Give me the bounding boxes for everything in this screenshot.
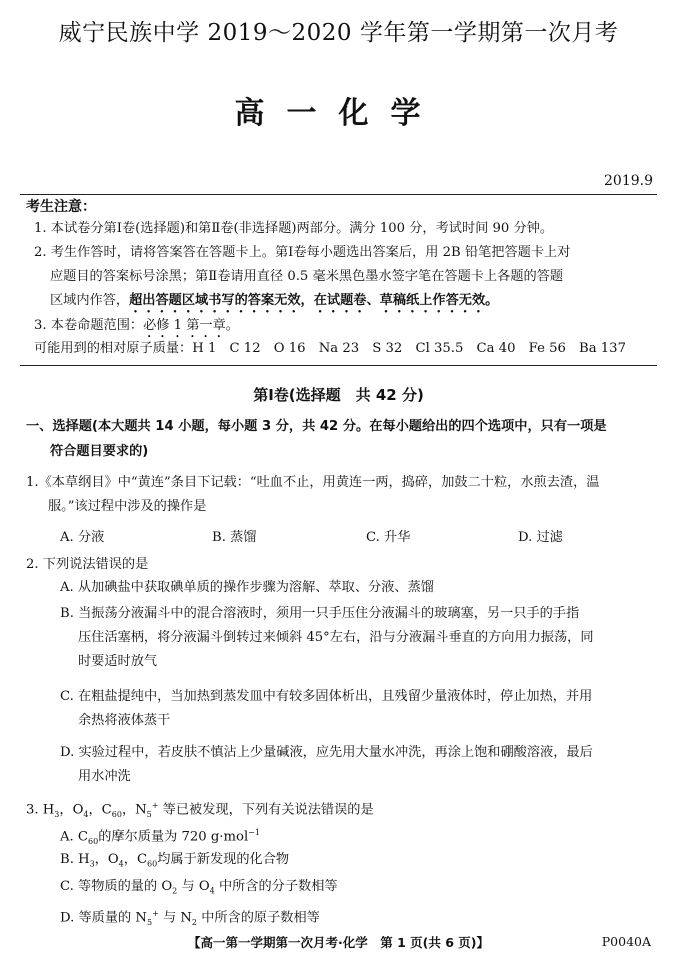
notice-item-2-line-1: 2. 考生作答时，请将答案答在答题卡上。第Ⅰ卷每小题选出答案后，用 2B 铅笔把答题卡上对 xyxy=(34,245,571,260)
q1-option-b[interactable]: B. 蒸馏 xyxy=(212,530,257,545)
q1-stem-line-1: 1.《本草纲目》中“黄连”条目下记载：“吐血不止，用黄连一两，捣碎，加鼓二十粒，水煎去渣，温 xyxy=(26,475,600,490)
q1-option-d[interactable]: D. 过滤 xyxy=(518,530,563,545)
q3-stem: 3. $H_3$，$O_4$，$C_{60}$，$N_5^+$ 等已被发现，下列有关说法错误的是 xyxy=(26,801,374,820)
q2-option-c-line-1[interactable]: C. 在粗盐提纯中，当加热到蒸发皿中有较多固体析出，且残留少量液体时，停止加热，并用 xyxy=(60,689,593,704)
notice-item-2-prefix: 区域内作答， xyxy=(50,293,130,308)
exam-title: 威宁民族中学 2019～2020 学年第一学期第一次月考 xyxy=(58,20,619,46)
q3-option-b[interactable]: B. $H_3$，$O_4$，$C_{60}$均属于新发现的化合物 xyxy=(60,852,290,869)
notice-item-2-line-2: 应题目的答案标号涂黑；第Ⅱ卷请用直径 0.5 毫米黑色墨水签字笔在答题卡上各题的答题 xyxy=(50,269,564,284)
header-divider xyxy=(20,194,657,195)
subject-title: 高一化学 xyxy=(234,96,443,131)
section-title: 第Ⅰ卷(选择题 共 42 分) xyxy=(253,386,424,404)
q3-option-c[interactable]: C. 等物质的量的 $O_2$ 与 $O_4$ 中所含的分子数相等 xyxy=(60,879,338,896)
notice-divider xyxy=(20,365,657,366)
q2-option-d-line-2: 用水冲洗 xyxy=(78,769,131,784)
q2-option-b-line-3: 时要适时放气 xyxy=(78,654,158,669)
q2-stem: 2. 下列说法错误的是 xyxy=(26,557,149,572)
notice-item-3-prefix: 3. 本卷命题范围： xyxy=(34,318,144,333)
q3-option-a[interactable]: A. $C_{60}$的摩尔质量为 720 g·mol$^{-1}$ xyxy=(60,828,260,847)
notice-heading: 考生注意： xyxy=(26,199,96,215)
q1-option-a[interactable]: A. 分液 xyxy=(60,530,105,545)
notice-item-2-line-3 xyxy=(50,292,498,316)
q2-option-b-line-1[interactable]: B. 当振荡分液漏斗中的混合溶液时，须用一只手压住分液漏斗的玻璃塞，另一只手的手指 xyxy=(60,606,580,621)
q2-option-d-line-1[interactable]: D. 实验过程中，若皮肤不慎沾上少量碱液，应先用大量水冲洗，再涂上饱和硼酸溶液，最后 xyxy=(60,745,593,760)
q2-option-b-line-2: 压住活塞柄，将分液漏斗倒转过来倾斜 45°左右，沿与分液漏斗垂直的方向用力振荡，同 xyxy=(78,630,594,645)
paper-code: P0040A xyxy=(601,934,651,949)
q1-stem-line-2: 服。”该过程中涉及的操作是 xyxy=(48,499,207,514)
q1-option-c[interactable]: C. 升华 xyxy=(366,530,411,545)
notice-item-1: 1. 本试卷分第Ⅰ卷(选择题)和第Ⅱ卷(非选择题)两部分。满分 100 分，考试时间 90 分钟。 xyxy=(34,221,554,236)
notice-item-2-emphasis: 超出答题区域书写的答案无效，在试题卷、草稿纸上作答无效。 xyxy=(129,293,499,308)
q2-option-c-line-2: 余热将液体蒸干 xyxy=(78,713,171,728)
atomic-masses: 可能用到的相对原子质量：H 1 C 12 O 16 Na 23 S 32 Cl 35.5 Ca 40 Fe 56 Ba 137 xyxy=(34,341,626,356)
notice-item-3 xyxy=(34,317,239,341)
page-footer: 【高一第一学期第一次月考·化学 第 1 页(共 6 页)】 xyxy=(188,935,489,950)
q2-option-a[interactable]: A. 从加碘盐中获取碘单质的操作步骤为溶解、萃取、分液、蒸馏 xyxy=(60,580,434,595)
exam-date: 2019.9 xyxy=(604,173,653,189)
section-instruction-line-1: 一、选择题(本大题共 14 小题，每小题 3 分，共 42 分。在每小题给出的四个选项中，只有一项是 xyxy=(26,419,607,434)
section-instruction-line-2: 符合题目要求的) xyxy=(50,444,149,459)
notice-item-3-emphasis: 必修 1 第一章。 xyxy=(143,318,239,333)
q3-option-d[interactable]: D. 等质量的 $N_5^+$ 与 $N_2$ 中所含的原子数相等 xyxy=(60,909,320,928)
